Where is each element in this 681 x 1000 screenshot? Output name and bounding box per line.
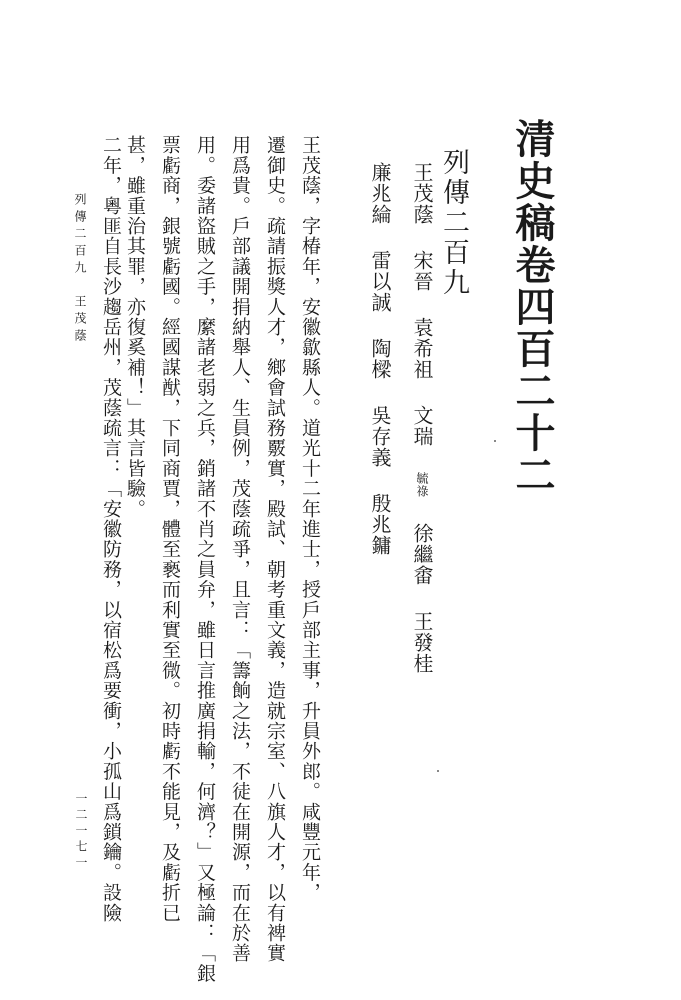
name-item: 吳存義: [368, 405, 392, 468]
name-item: 王茂蔭: [410, 162, 434, 225]
name-item: 雷以誠: [368, 250, 392, 313]
body-text-column: 遷御史。疏請振獎人才，鄉會試務覈實，殿試、朝考重文義，造就宗室、八旗人才，以有裨實: [264, 135, 286, 964]
chapter-subtitle: 列傳二百九: [438, 148, 469, 298]
name-item: 宋晉: [410, 250, 434, 292]
biography-names-row-2: [348, 162, 390, 556]
name-item: 袁希祖: [410, 317, 434, 380]
body-text-column: 甚，雖重治其罪，亦復奚補！」其言皆驗。: [124, 135, 146, 519]
body-text-column: 二年，粵匪自長沙趨岳州，茂蔭疏言：「安徽防務，以宿松爲要衝，小孤山爲鎖鑰。設險: [100, 135, 122, 923]
name-item: 文瑞: [410, 405, 434, 447]
name-item: 廉兆綸: [368, 162, 392, 225]
page-title: 清史稿卷四百二十二: [509, 118, 556, 496]
name-note: 毓祿: [415, 472, 429, 498]
margin-mark: [494, 440, 496, 442]
margin-mark: [437, 770, 439, 772]
body-text-column: 用。委諸盜賊之手，縻諸老弱之兵，銷諸不肖之員弁，雖日言推廣捐輸，何濟？」又極論：「銀: [194, 135, 216, 984]
running-footer: 列傳二百九 王茂蔭: [73, 193, 87, 346]
page-number: 一二一七一: [74, 792, 88, 872]
body-text-column: 用爲貴。戶部議開捐納舉人、生員例，茂蔭疏爭，且言：「籌餉之法，不徒在開源，而在於善: [229, 135, 251, 964]
name-item: 殷兆鏞: [368, 493, 392, 556]
name-item: 徐繼畬: [410, 523, 434, 586]
body-text-column: 票虧商，銀號虧國。經國謀猷，下同商賈，體至褻而利實至微。初時虧不能見，及虧折已: [159, 135, 181, 923]
biography-names-row-1: [390, 162, 432, 674]
name-item: 王發桂: [410, 611, 434, 674]
body-text-column: 王茂蔭，字椿年，安徽歙縣人。道光十二年進士，授戶部主事，升員外郎。咸豐元年，: [299, 135, 321, 903]
name-item: 陶樑: [368, 338, 392, 380]
